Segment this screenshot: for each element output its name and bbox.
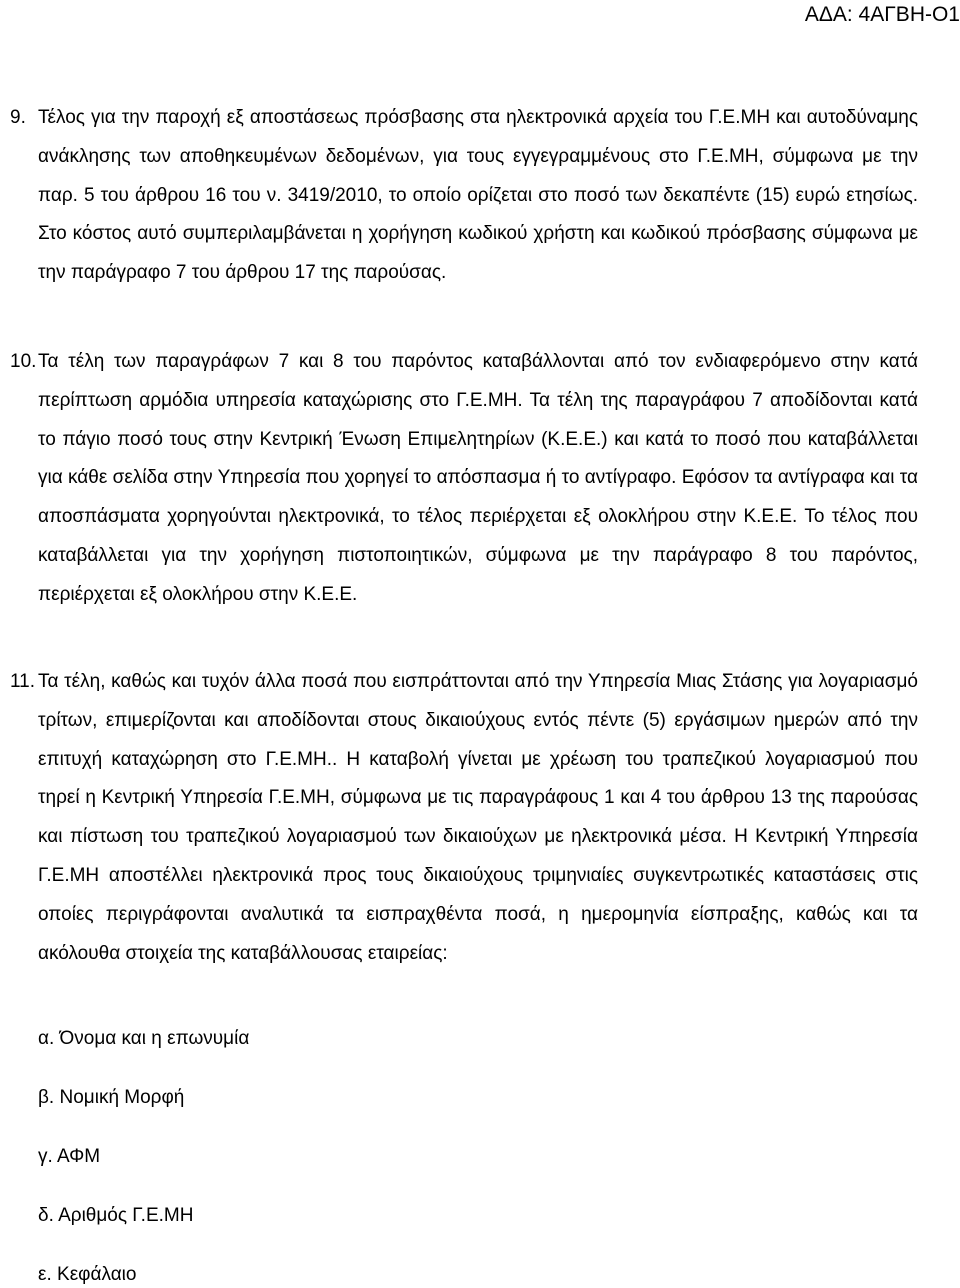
paragraph-number: 11.: [10, 671, 36, 692]
paragraph-9: [10, 99, 918, 293]
list-item: γ. ΑΦΜ: [38, 1146, 101, 1167]
paragraph-number: 10.: [10, 351, 37, 372]
paragraph-number: 9.: [10, 107, 26, 128]
paragraph-text: Τα τέλη των παραγράφων 7 και 8 του παρόντος καταβάλλονται από τον ενδιαφερόμενο στην κατά περίπτωση αρμόδια υπηρεσία καταχώρισης στο Γ.Ε.ΜΗ. Τα τέλη της παραγράφου 7 αποδίδονται κατά το πάγιο ποσό τους στην Κεντρική Ένωση Επιμελητηρίων (Κ.Ε.Ε.) και κατά το ποσό που καταβάλλεται για κάθε σελίδα στην Υπηρεσία που χορηγεί το απόσπασμα ή το αντίγραφο. Εφόσον τα αντίγραφα και τα αποσπάσματα χορηγούνται ηλεκτρονικά, το τέλος περιέρχεται εξ ολοκλήρου στην Κ.Ε.Ε. Το τέλος που καταβάλλεται για την χορήγηση πιστοποιητικών, σύμφωνα με την παράγραφο 8 του παρόντος, περιέρχεται εξ ολοκλήρου στην Κ.Ε.Ε.: [38, 351, 918, 605]
paragraph-text: Τέλος για την παροχή εξ αποστάσεως πρόσβασης στα ηλεκτρονικά αρχεία του Γ.Ε.ΜΗ και αυτοδύναμης ανάκλησης των αποθηκευμένων δεδομένων, για τους εγγεγραμμένους στο Γ.Ε.ΜΗ, σύμφωνα με την παρ. 5 του άρθρου 16 του ν. 3419/2010, το οποίο ορίζεται στο ποσό των δεκαπέντε (15) ευρώ ετησίως. Στο κόστος αυτό συμπεριλαμβάνεται η χορήγηση κωδικού χρήστη και κωδικού πρόσβασης σύμφωνα με την παράγραφο 7 του άρθρου 17 της παρούσας.: [38, 107, 918, 284]
ada-code: ΑΔΑ: 4ΑΓΒΗ-Ο1: [804, 3, 960, 26]
list-item: ε. Κεφάλαιο: [38, 1264, 137, 1285]
list-item: δ. Αριθμός Γ.Ε.ΜΗ: [38, 1205, 194, 1226]
list-item: α. Όνομα και η επωνυμία: [38, 1028, 250, 1049]
list-item: β. Νομική Μορφή: [38, 1087, 185, 1108]
paragraph-text: Τα τέλη, καθώς και τυχόν άλλα ποσά που εισπράττονται από την Υπηρεσία Μιας Στάσης για λογαριασμό τρίτων, επιμερίζονται και αποδίδονται στους δικαιούχους εντός πέντε (5) εργάσιμων ημερών από την επιτυχή καταχώρηση στο Γ.Ε.ΜΗ.. Η καταβολή γίνεται με χρέωση του τραπεζικού λογαριασμού που τηρεί η Κεντρική Υπηρεσία Γ.Ε.ΜΗ, σύμφωνα με τις παραγράφους 1 και 4 του άρθρου 13 της παρούσας και πίστωση του τραπεζικού λογαριασμού των δικαιούχων με ηλεκτρονικά μέσα. Η Κεντρική Υπηρεσία Γ.Ε.ΜΗ αποστέλλει ηλεκτρονικά προς τους δικαιούχους τριμηνιαίες συγκεντρωτικές καταστάσεις στις οποίες περιγράφονται αναλυτικά τα εισπραχθέντα ποσά, η ημερομηνία είσπραξης, καθώς και τα ακόλουθα στοιχεία της καταβάλλουσας εταιρείας:: [38, 671, 918, 964]
paragraph-11: [10, 663, 918, 973]
paragraph-10: [10, 343, 918, 615]
